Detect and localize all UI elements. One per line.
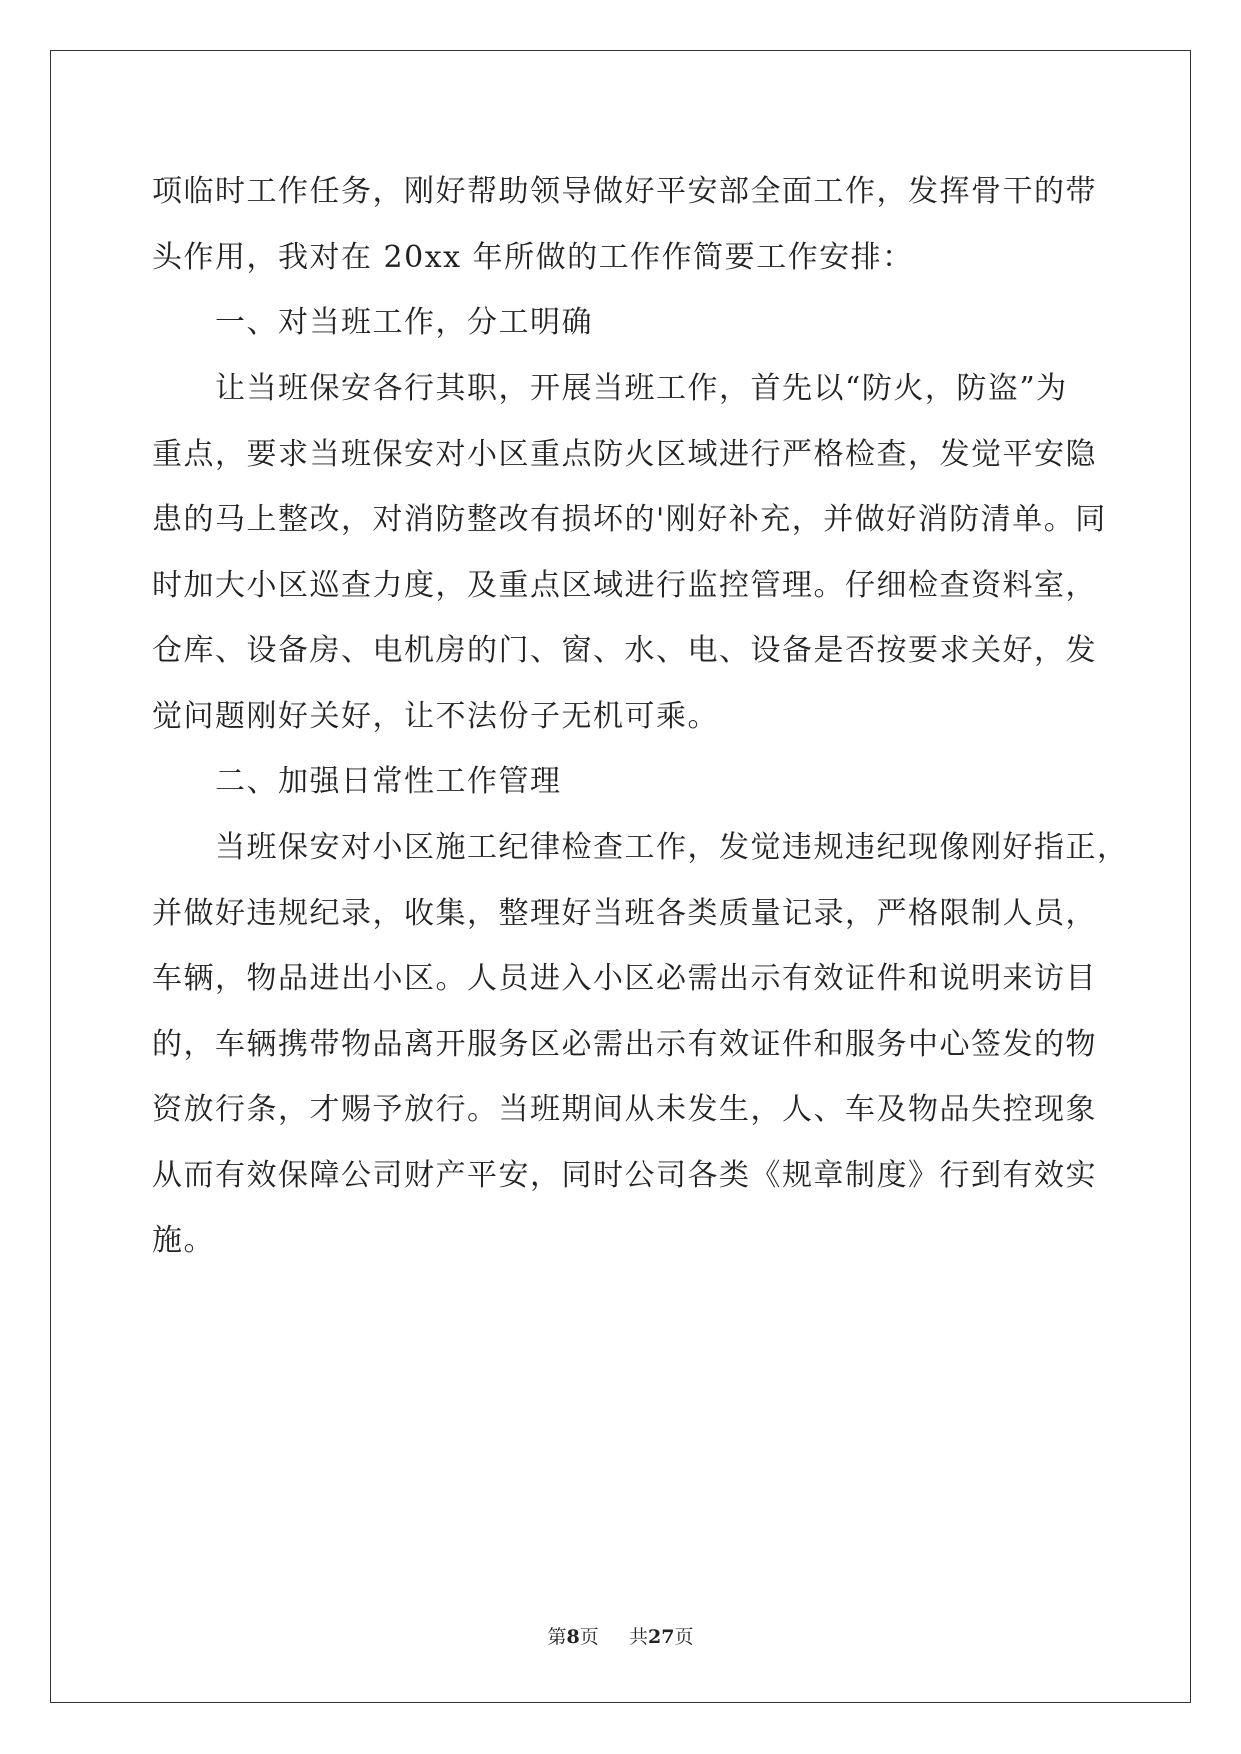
paragraph-line: 重点，要求当班保安对小区重点防火区域进行严格检查，发觉平安隐 bbox=[152, 437, 1097, 472]
paragraph-line: 车辆，物品进出小区。人员进入小区必需出示有效证件和说明来访目 bbox=[152, 961, 1097, 996]
paragraph-line: 觉问题刚好关好，让不法份子无机可乘。 bbox=[152, 699, 719, 734]
paragraph-line: 时加大小区巡查力度，及重点区域进行监控管理。仔细检查资料室， bbox=[152, 568, 1097, 603]
page-footer bbox=[0, 1622, 1241, 1649]
page-total-label: 共27页 bbox=[628, 1626, 694, 1648]
paragraph-line: 头作用，我对在 20xx 年所做的工作作简要工作安排： bbox=[152, 240, 914, 275]
paragraph-line: 让当班保安各行其职，开展当班工作，首先以“防火，防盗”为 bbox=[215, 371, 1068, 406]
paragraph-line: 仓库、设备房、电机房的门、窗、水、电、设备是否按要求关好，发 bbox=[152, 633, 1097, 668]
page-number-label: 第8页 bbox=[547, 1626, 599, 1648]
paragraph-line: 从而有效保障公司财产平安，同时公司各类《规章制度》行到有效实 bbox=[152, 1158, 1097, 1193]
paragraph-line: 施。 bbox=[152, 1223, 215, 1258]
paragraph-line: 的，车辆携带物品离开服务区必需出示有效证件和服务中心签发的物 bbox=[152, 1027, 1097, 1062]
paragraph-line: 项临时工作任务，刚好帮助领导做好平安部全面工作，发挥骨干的带 bbox=[152, 174, 1097, 209]
paragraph-line: 并做好违规纪录，收集，整理好当班各类质量记录，严格限制人员， bbox=[152, 896, 1097, 931]
paragraph-line: 当班保安对小区施工纪律检查工作，发觉违规违纪现像刚好指正， bbox=[215, 830, 1129, 865]
paragraph-line: 患的马上整改，对消防整改有损坏的'刚好补充，并做好消防清单。同 bbox=[152, 502, 1107, 537]
section-heading: 二、加强日常性工作管理 bbox=[215, 764, 562, 799]
paragraph-line: 资放行条，才赐予放行。当班期间从未发生，人、车及物品失控现象 bbox=[152, 1092, 1097, 1127]
section-heading: 一、对当班工作，分工明确 bbox=[215, 305, 593, 340]
